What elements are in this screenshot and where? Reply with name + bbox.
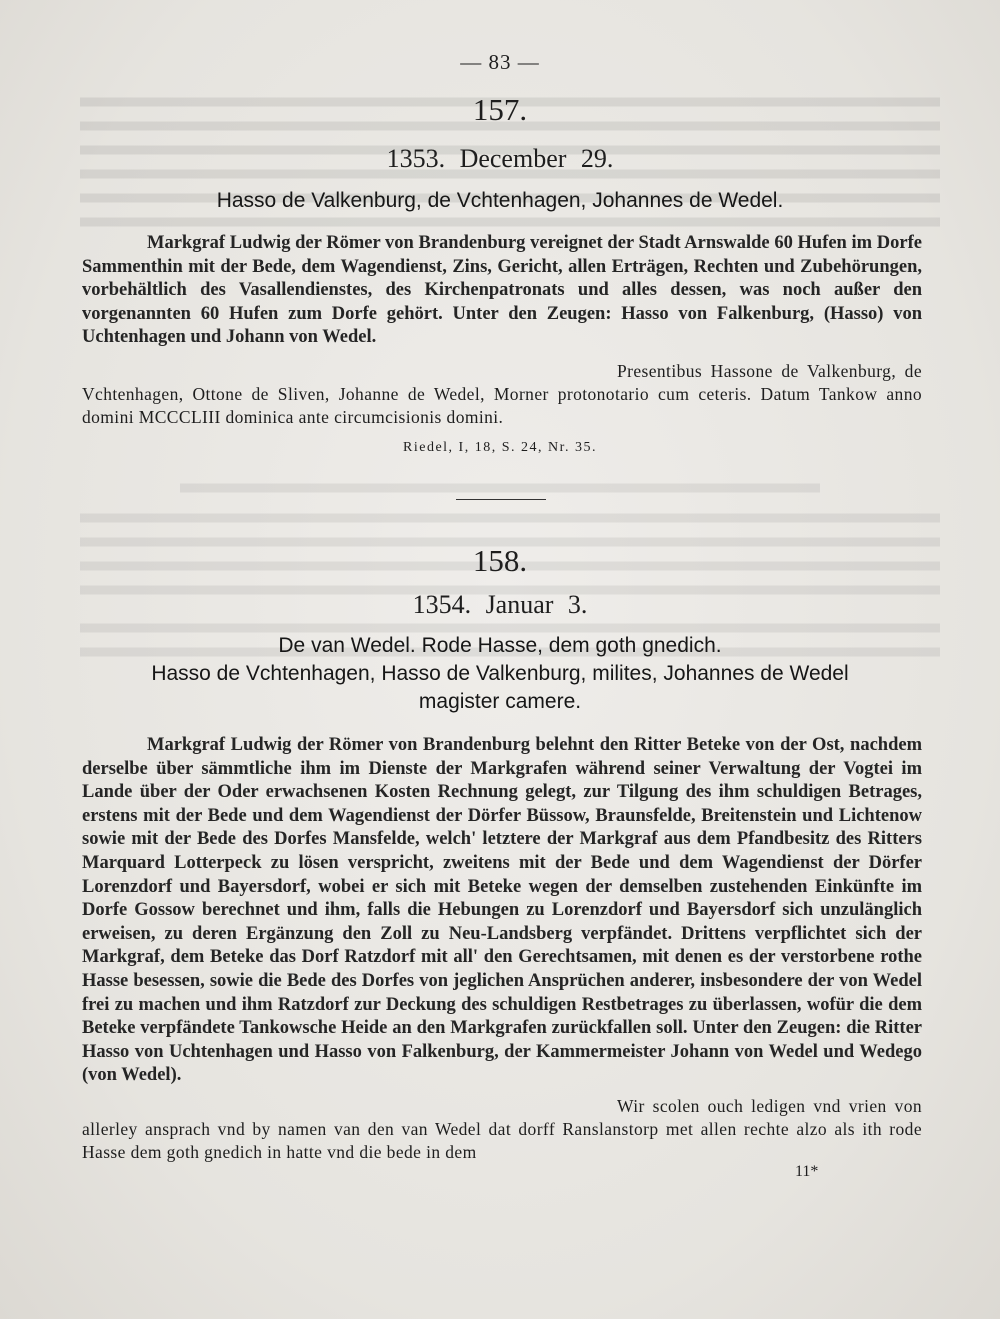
entry-158-heading-line1: De van Wedel. Rode Hasse, dem goth gnedich. <box>278 634 722 657</box>
entry-157-summary: Markgraf Ludwig der Römer von Brandenburg vereignet der Stadt Arnswalde 60 Hufen im Dorfe Sammenthin mit der Bede, dem Wagendienst, Zins, Gericht, allen Erträgen, Rechten und Zubehörungen, vorbehältlich des Vasallendienstes, des Kirchenpatronats und alles dessen, was noch außer den vorgenannten 60 Hufen zum Dorfe gehört. Unter den Zeugen: Hasso von Falkenburg, (Hasso) von Uchtenhagen und Johann von Wedel. <box>82 233 922 348</box>
entry-158-heading-line2: Hasso de Vchtenhagen, Hasso de Valkenburg, milites, Johannes de Wedel <box>151 662 849 685</box>
entry-157-citation: Riedel, I, 18, S. 24, Nr. 35. <box>403 440 597 455</box>
page-number: — 83 — <box>460 50 540 74</box>
entry-158-summary: Markgraf Ludwig der Römer von Brandenburg belehnt den Ritter Beteke von der Ost, nachdem derselbe über sämmtliche ihm im Dienste der Markgrafen während seiner Verwaltung der Vogtei im Lande über der Oder erwachsenen Kosten Rechnung gelegt, zur Tilgung des ihm schuldigen Betrages, erstens mit der Bede und dem Wagendienst der Dörfer Büssow, Braunsfelde, Breitenstein und Lichtenow sowie mit der Bede des Dorfes Mansfelde, welch' letztere der Markgraf aus dem Pfandbesitz des Ritters Marquard Lotterpeck zu lösen verspricht, zweitens mit der Bede und dem Wagendienst der Dörfer Lorenzdorf und Bayersdorf, wobei er sich mit Beteke wegen der demselben zustehenden Einkünfte im Dorfe Gossow berechnet und ihm, falls die Hebungen zu Lorenzdorf und Bayersdorf sich unzulänglich erweisen, zu deren Ergänzung den Zoll zu Neu-Landsberg verpfändet. Drittens verpflichtet sich der Markgraf, dem Beteke das Dorf Ratzdorf mit all' den Gerechtsamen, mit denen es der verstorbene rothe Hasse besessen, sowie die Bede des Dorfes von jeglichen Ansprüchen anderer, insbesondere der von Wedel frei zu machen und ihm Ratzdorf zur Deckung des schuldigen Restbetrages zu überlassen, wofür die dem Beteke verpfändete Tankowsche Heide an den Markgrafen zurückfallen soll. Unter den Zeugen: die Ritter Hasso von Uchtenhagen und Hasso von Falkenburg, der Kammermeister Johann von Wedel und Wedego (von Wedel). <box>82 735 922 1086</box>
entry-158-heading-line3: magister camere. <box>418 690 582 713</box>
entry-158-low-german-text: Wir scolen ouch ledigen vnd vrien von allerley ansprach vnd by namen van den van Wedel dat dorff Ranslanstorp met allen rechte alzo als ith rode Hasse dem goth gnedich in hatte vnd die bede in dem <box>82 1096 922 1162</box>
signature-mark: 11* <box>795 1163 819 1180</box>
entry-158-date: 1354. Januar 3. <box>412 590 588 619</box>
entry-157-number: 157. <box>472 92 528 127</box>
entry-157-date: 1353. December 29. <box>386 144 614 173</box>
entry-157-heading: Hasso de Valkenburg, de Vchtenhagen, Johannes de Wedel. <box>216 189 784 212</box>
section-divider <box>456 499 546 500</box>
entry-158-number: 158. <box>472 543 528 578</box>
entry-157-latin-text: Presentibus Hassone de Valkenburg, de Vchtenhagen, Ottone de Sliven, Johanne de Wedel, Morner protonotario cum ceteris. Datum Tankow anno domini MCCCLIII dominica ante circumcisionis domini. <box>82 361 922 427</box>
